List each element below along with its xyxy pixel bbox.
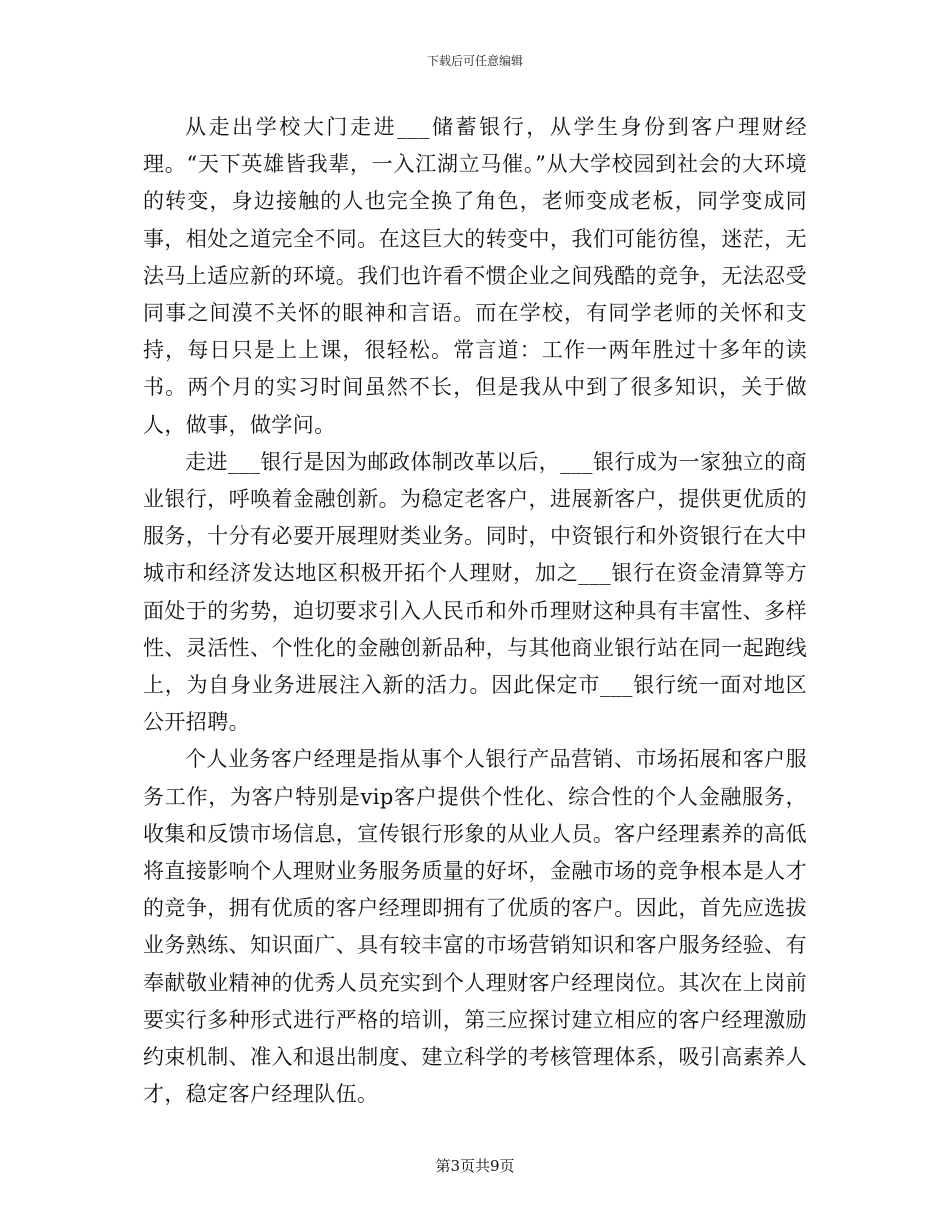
document-body [143, 109, 807, 1113]
page-header: 下载后可任意编辑 [426, 54, 523, 68]
page-number-footer: 第3页共9页 [435, 1157, 515, 1175]
paragraph: 走进___银行是因为邮政体制改革以后，___银行成为一家独立的商业银行，呼唤着金融创新。为稳定老客户，进展新客户，提供更优质的服务，十分有必要开展理财类业务。同时，中资银行和外资银行在大中城市和经济发达地区积极开拓个人理财，加之___银行在资金清算等方面处于的劣势，迫切要求引入人民币和外币理财这种具有丰富性、多样性、灵活性、个性化的金融创新品种，与其他商业银行站在同一起跑线上，为自身业务进展注入新的活力。因此保定市___银行统一面对地区公开招聘。 [143, 449, 807, 735]
paragraph: 个人业务客户经理是指从事个人银行产品营销、市场拓展和客户服务工作，为客户特别是vip客户提供个性化、综合性的个人金融服务，收集和反馈市场信息，宣传银行形象的从业人员。客户经理素养的高低将直接影响个人理财业务服务质量的好坏，金融市场的竞争根本是人才的竞争，拥有优质的客户经理即拥有了优质的客户。因此，首先应选拔业务熟练、知识面广、具有较丰富的市场营销知识和客户服务经验、有奉献敬业精神的优秀人员充实到个人理财客户经理岗位。其次在上岗前要实行多种形式进行严格的培训，第三应探讨建立相应的客户经理激励约束机制、准入和退出制度、建立科学的考核管理体系，吸引高素养人才，稳定客户经理队伍。 [143, 747, 807, 1107]
paragraph: 从走出学校大门走进___储蓄银行，从学生身份到客户理财经理。“天下英雄皆我辈，一入江湖立马催。”从大学校园到社会的大环境的转变，身边接触的人也完全换了角色，老师变成老板，同学变成同事，相处之道完全不同。在这巨大的转变中，我们可能彷徨，迷茫，无法马上适应新的环境。我们也许看不惯企业之间残酷的竞争，无法忍受同事之间漠不关怀的眼神和言语。而在学校，有同学老师的关怀和支持，每日只是上上课，很轻松。常言道：工作一两年胜过十多年的读书。两个月的实习时间虽然不长，但是我从中到了很多知识，关于做人，做事，做学问。 [143, 115, 807, 437]
